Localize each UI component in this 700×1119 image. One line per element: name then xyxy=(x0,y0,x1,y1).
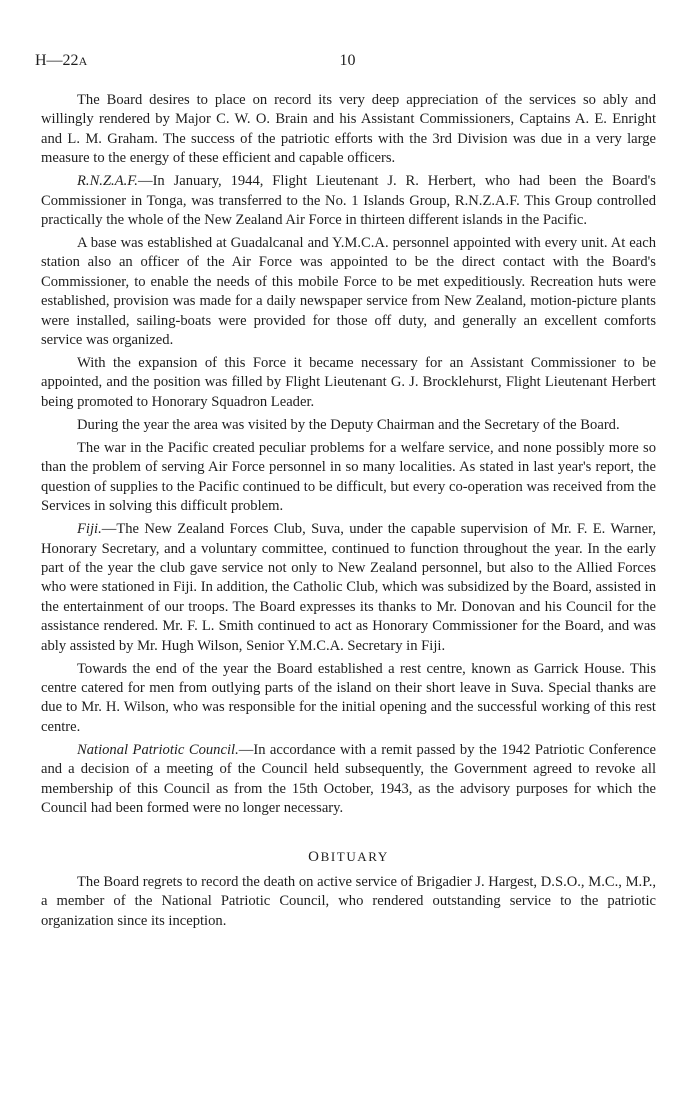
section-lead-rnzaf: R.N.Z.A.F. xyxy=(77,173,138,190)
document-code-suffix: A xyxy=(78,54,88,68)
paragraph-text: —In January, 1944, Flight Lieutenant J. R. Herbert, who had been the Board's Commissioner in Tonga, was transferred to the No. 1 Islands Group, R.N.Z.A.F. This Group controlled practically the whole of the New Zealand Air Force in thirteen different islands in the Pacific. xyxy=(41,173,656,229)
paragraph-rnzaf xyxy=(41,172,656,230)
paragraph-text: —The New Zealand Forces Club, Suva, under the capable supervision of Mr. F. E. Warner, Honorary Secretary, and a voluntary committee, continued to function throughout the year. In the early part of the year the club gave service not only to New Zealand personnel, but also to the Allied Forces who were stationed in Fiji. In addition, the Catholic Club, which was subsidized by the Board, assisted in the entertainment of our troops. The Board expresses its thanks to Mr. Donovan and his Council for the assistance rendered. Mr. F. L. Smith continued to act as Honorary Commissioner for the Board, and was ably assisted by Mr. Hugh Wilson, Senior Y.M.C.A. Secretary in Fiji. xyxy=(41,521,656,654)
paragraph-text: The Board desires to place on record its very deep appreciation of the services so ably and willingly rendered by Major C. W. O. Brain and his Assistant Commissioners, Captains A. E. Enright and L. M. Graham. The success of the patriotic efforts with the 3rd Division was due in a very large measure to the energy of these efficient and capable officers. xyxy=(41,92,656,167)
paragraph-text: Towards the end of the year the Board established a rest centre, known as Garrick House. This centre catered for men from outlying parts of the island on their short leave in Suva. Special thanks are due to Mr. H. Wilson, who was responsible for the initial opening and the successful working of this rest centre. xyxy=(41,660,656,735)
page-number: 10 xyxy=(339,52,356,69)
section-lead-fiji: Fiji. xyxy=(77,521,102,538)
paragraph-pacific-problems xyxy=(41,439,656,517)
paragraph-text: With the expansion of this Force it became necessary for an Assistant Commissioner to be appointed, and the position was filled by Flight Lieutenant G. J. Brocklehurst, Flight Lieutenant Herbert being promoted to Honorary Squadron Leader. xyxy=(41,355,656,410)
paragraph-national-patriotic-council xyxy=(41,741,656,819)
obituary-heading-initial: O xyxy=(308,849,321,866)
paragraph-text: —In accordance with a remit passed by the 1942 Patriotic Conference and a decision of a meeting of the Council held subsequently, the Government agreed to revoke all membership of this Council as from the 15th October, 1943, as the advisory purposes for which the Council had been formed were no longer necessary. xyxy=(41,741,656,816)
report-body xyxy=(41,91,656,935)
obituary-heading xyxy=(41,847,656,867)
paragraph-assistant-commissioner xyxy=(41,354,656,412)
paragraph-text: The Board regrets to record the death on active service of Brigadier J. Hargest, D.S.O., M.C., M.P., a member of the National Patriotic Council, who rendered outstanding service to the patriotic organization since its inception. xyxy=(41,873,656,929)
paragraph-obituary xyxy=(41,873,656,931)
paragraph-text: During the year the area was visited by the Deputy Chairman and the Secretary of the Board. xyxy=(77,416,620,433)
section-lead-national-patriotic-council: National Patriotic Council. xyxy=(77,741,239,758)
obituary-heading-rest: BITUARY xyxy=(320,849,389,865)
paragraph-text: A base was established at Guadalcanal and Y.M.C.A. personnel appointed with every unit. At each station also an officer of the Air Force was appointed to be the direct contact with the Board's Commissioner, to enable the needs of this mobile Force to be met expeditiously. Recreation huts were established, provision was made for a daily newspaper service from New Zealand, motion-picture plants were installed, sailing-boats were provided for those off duty, and generally an excellent comforts service was organized. xyxy=(41,235,656,349)
paragraph-appreciation xyxy=(41,91,656,169)
paragraph-garrick-house xyxy=(41,660,656,738)
document-code-main: H—22 xyxy=(35,52,79,69)
paragraph-area-visit xyxy=(41,416,656,435)
paragraph-fiji xyxy=(41,520,656,656)
paragraph-text: The war in the Pacific created peculiar problems for a welfare service, and none possibly more so than the problem of serving Air Force personnel in so many localities. As stated in last year's report, the question of supplies to the Pacific continued to be difficult, but every co-operation was received from the Services in solving this difficult problem. xyxy=(41,439,656,515)
page-header xyxy=(35,52,660,72)
paragraph-guadalcanal-base xyxy=(41,234,656,350)
